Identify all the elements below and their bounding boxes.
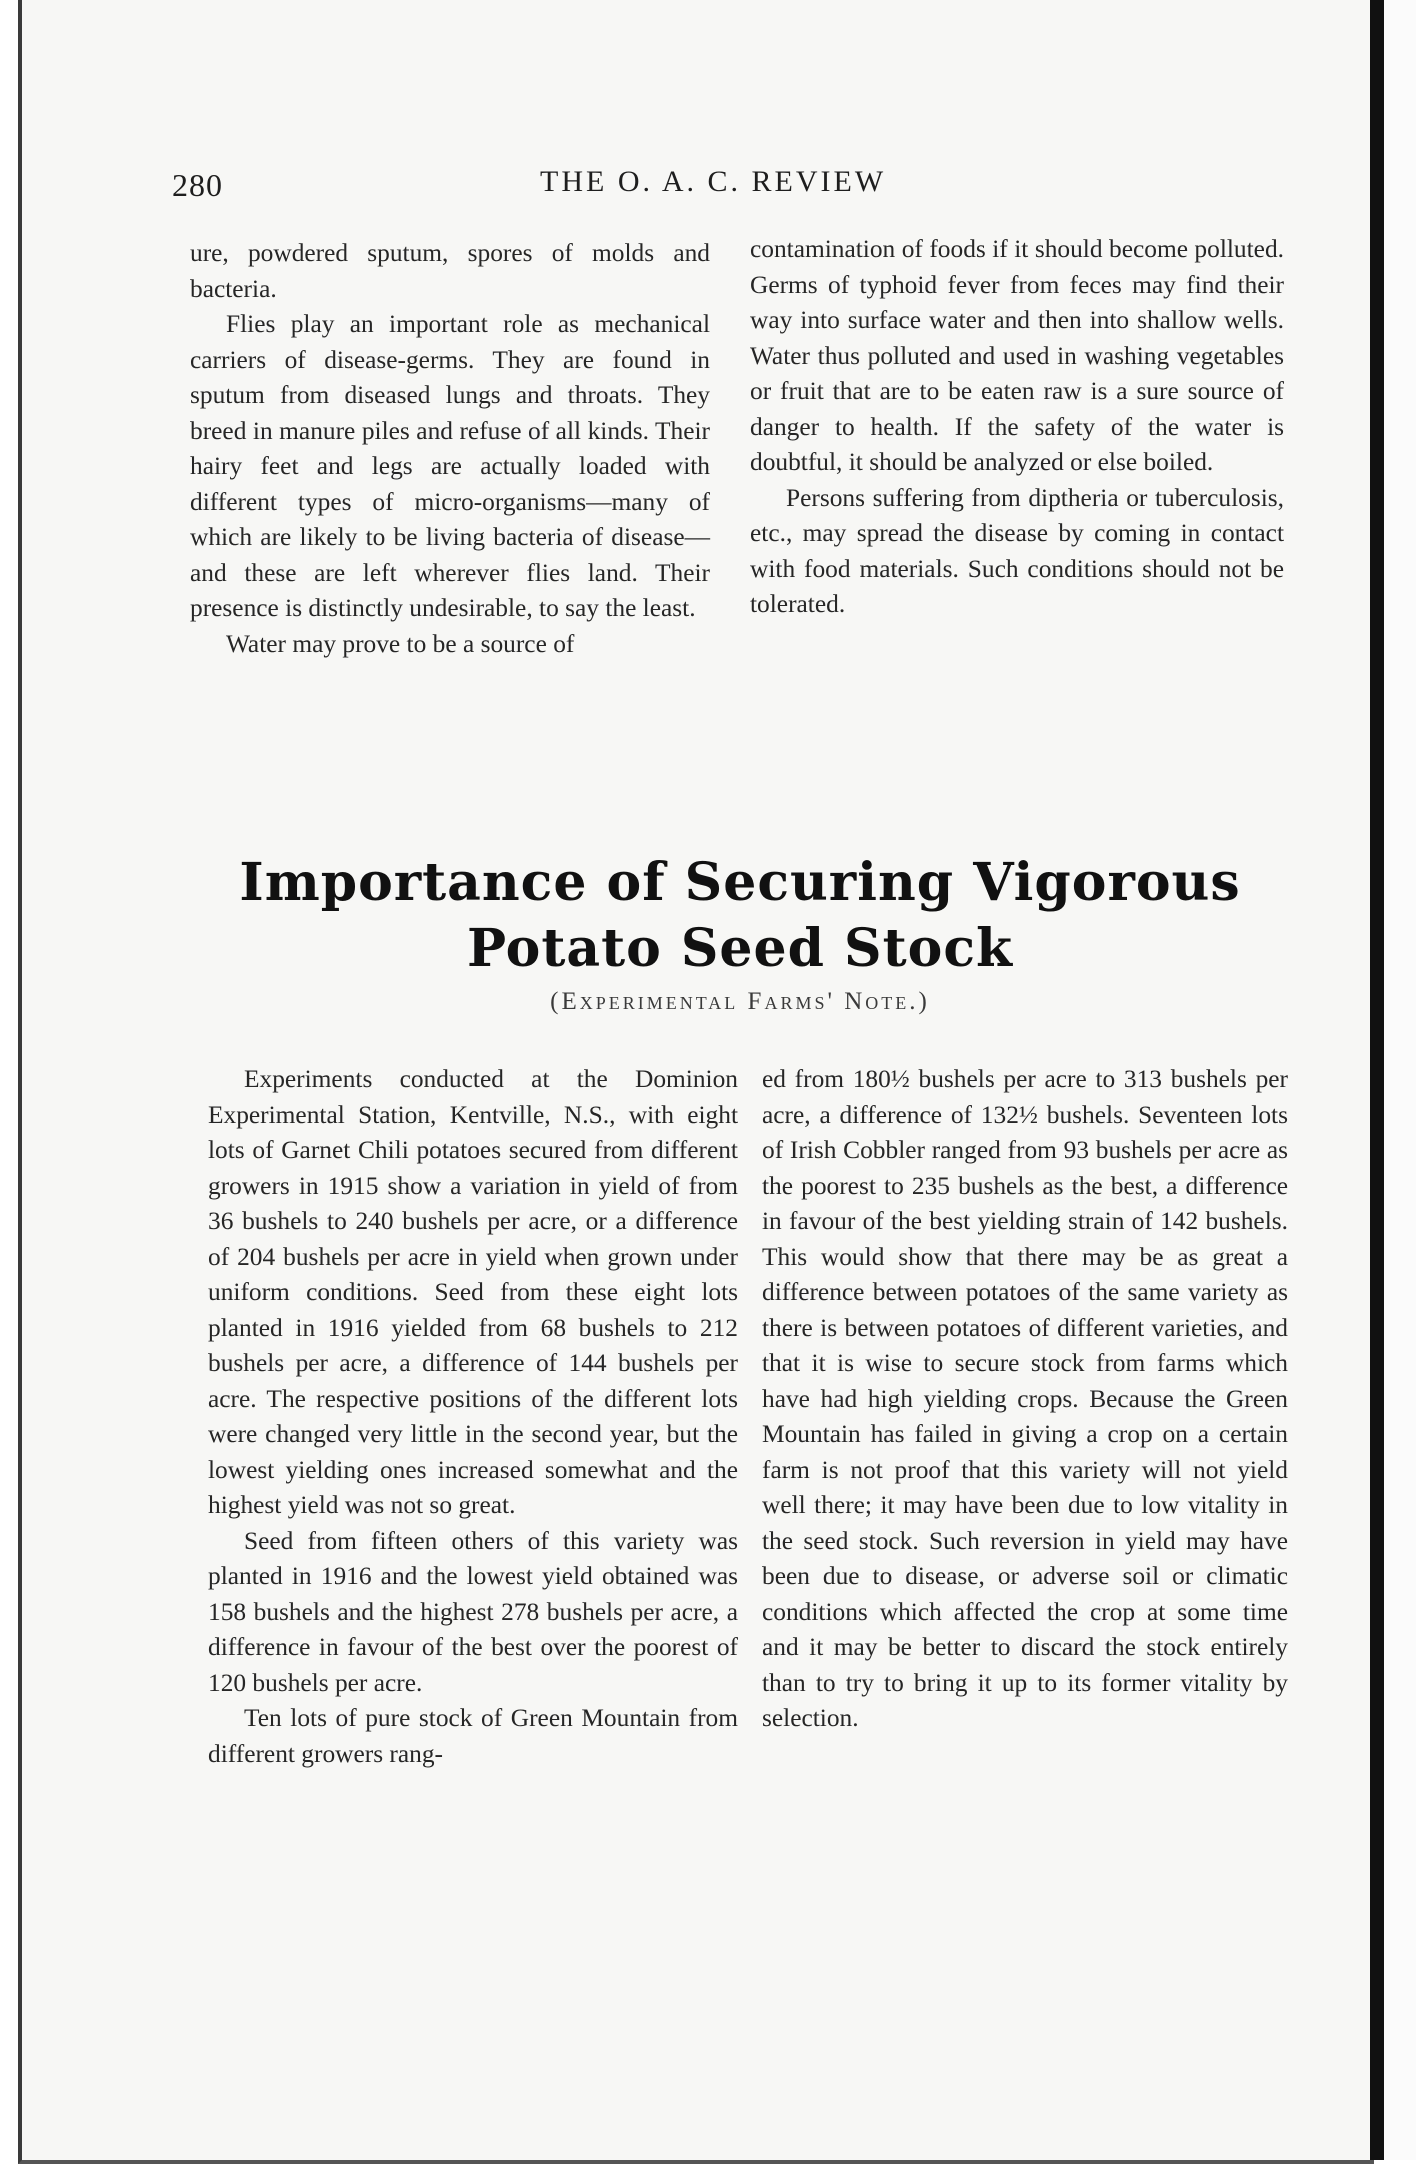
paragraph: contamination of foods if it should become polluted. Germs of typhoid fever from feces may find their way into surface water and then into shallow wells. Water thus polluted and used in washing vegetables or fruit that are to be eaten raw is a sure source of danger to health. If the safety of the water is doubtful, it should be analyzed or else boiled. (750, 235, 1284, 476)
lower-left-column (208, 1062, 738, 1772)
article-title: Importance of Securing Vigorous Potato Seed Stock (239, 852, 1241, 979)
paragraph: Persons suffering from diptheria or tuberculosis, etc., may spread the disease by coming in contact with food materials. Such conditions should not be tolerated. (750, 483, 1284, 618)
paragraph: ed from 180½ bushels per acre to 313 bushels per acre, a difference of 132½ bushels. Seventeen lots of Irish Cobbler ranged from 93 bushels per acre as the poorest to 235 bushels as the best, a difference in favour of the best yielding strain of 142 bushels. This would show that there may be as great a difference between potatoes of the same variety as there is between potatoes of different varieties, and that it is wise to secure stock from farms which have had high yielding crops. Because the Green Mountain has failed in giving a crop on a certain farm is not proof that this variety will not yield well there; it may have been due to low vitality in the seed stock. Such reversion in yield may have been due to disease, or adverse soil or climatic conditions which affected the crop at some time and it may be better to discard the stock entirely than to try to bring it up to its former vitality by selection. (762, 1065, 1288, 1732)
paragraph: Seed from fifteen others of this variety was planted in 1916 and the lowest yield obtained was 158 bushels and the highest 278 bushels per acre, a difference in favour of the best over the poorest of 120 bushels per acre. (208, 1526, 738, 1697)
article-subtitle: (Experimental Farms' Note.) (550, 988, 930, 1015)
paragraph: Experiments conducted at the Dominion Experimental Station, Kentville, N.S., with eight lots of Garnet Chili potatoes secured from different growers in 1915 show a variation in yield of from 36 bushels to 240 bushels per acre, or a difference of 204 bushels per acre in yield when grown under uniform conditions. Seed from these eight lots planted in 1916 yielded from 68 bushels to 212 bushels per acre, a difference of 144 bushels per acre. The respective positions of the different lots were changed very little in the second year, but the lowest yielding ones increased somewhat and the highest yield was not so great. (208, 1065, 738, 1519)
paragraph: Flies play an important role as mechanical carriers of disease-germs. They are found in sputum from diseased lungs and throats. They breed in manure piles and refuse of all kinds. Their hairy feet and legs are actually loaded with different types of micro-organisms—many of which are likely to be living bacteria of disease—and these are left wherever flies land. Their presence is distinctly undesirable, to say the least. (190, 310, 710, 622)
scan-margin (1384, 0, 1416, 2160)
paragraph: ure, powdered sputum, spores of molds and bacteria. (190, 239, 710, 303)
lower-right-column (762, 1062, 1288, 1737)
paragraph: Water may prove to be a source of (226, 629, 575, 658)
running-head: THE O. A. C. REVIEW (540, 165, 887, 198)
page-edge-shadow (1370, 0, 1384, 2160)
upper-left-column (190, 236, 710, 662)
upper-right-column (750, 232, 1284, 623)
paragraph: Ten lots of pure stock of Green Mountain from different growers rang- (208, 1704, 738, 1768)
page-number: 280 (172, 167, 223, 203)
